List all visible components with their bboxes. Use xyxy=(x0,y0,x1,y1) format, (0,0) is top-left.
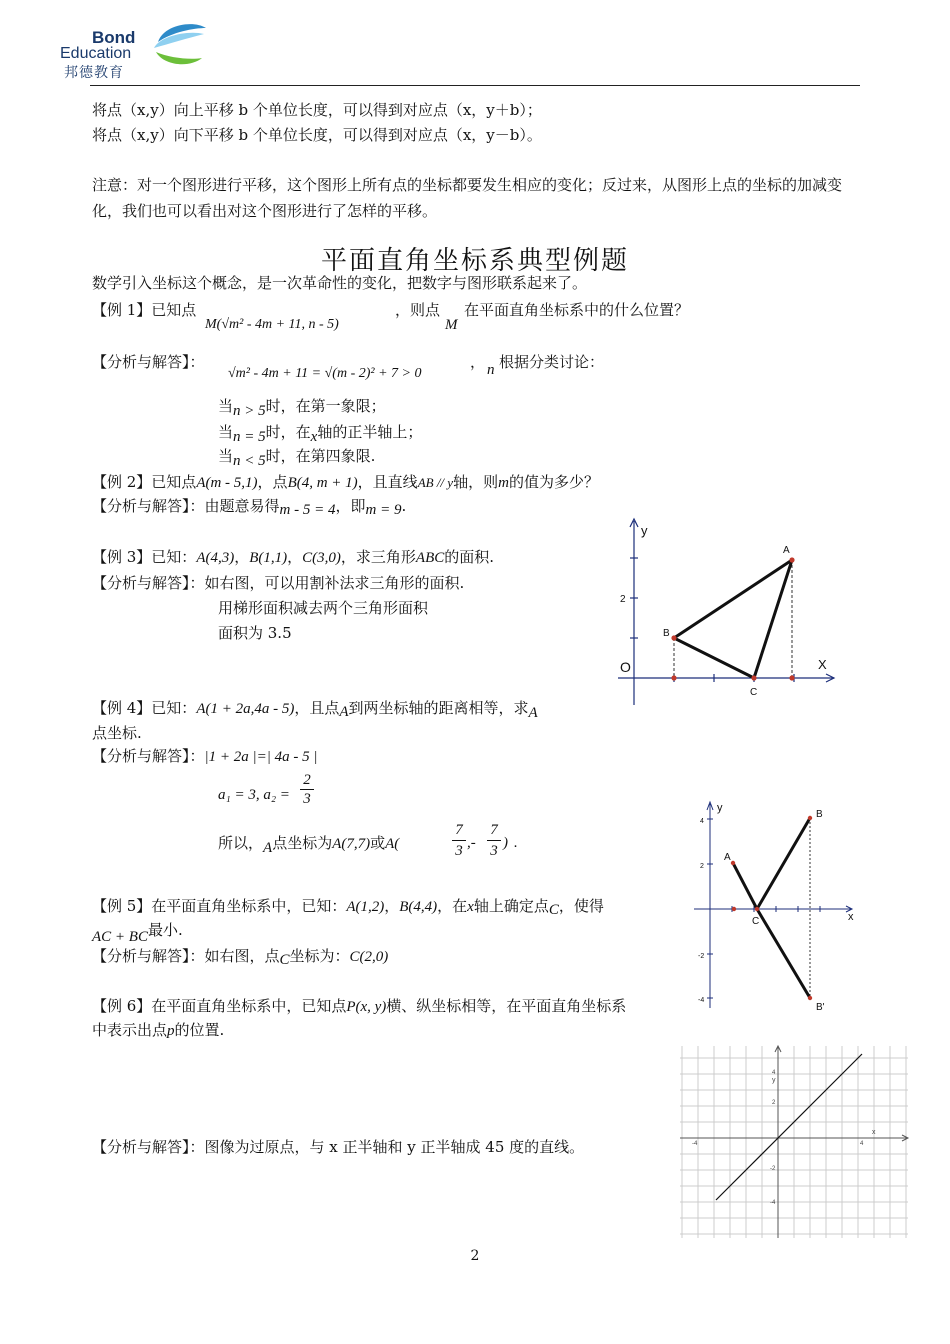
fig2-label-c: C xyxy=(752,916,760,927)
ex1-q-math: M(√m² - 4m + 11, n - 5) xyxy=(205,317,339,332)
logo-line-bond: Bond xyxy=(92,28,136,47)
ex1-answer-n: n xyxy=(487,362,495,378)
fig3-label-x: x xyxy=(872,1129,876,1136)
logo-line-education: Education xyxy=(60,45,132,62)
ex1-case-1: 当n > 5时，在第一象限； xyxy=(218,397,386,419)
ex4-frac-end: ) . xyxy=(503,835,518,851)
ex6-answer: 【分析与解答】：图像为过原点，与 x 正半轴和 y 正半轴成 45 度的直线。 xyxy=(92,1138,585,1156)
ex5-question-1: 【例 5】在平面直角坐标系中，已知：A(1,2)，B(4,4)，在x轴上确定点C，使得 xyxy=(92,897,604,918)
fig3-tick-m2: -2 xyxy=(770,1166,776,1172)
fig3-tick-xm4: -4 xyxy=(692,1141,698,1147)
fig1-label-x: X xyxy=(818,657,827,672)
fig2-label-a: A xyxy=(724,852,731,863)
ex1-answer-suffix: 根据分类讨论： xyxy=(499,353,605,371)
section-title: 平面直角坐标系典型例题 xyxy=(320,246,629,276)
ex1-answer-comma: ， xyxy=(470,353,486,371)
fig2-label-y: y xyxy=(717,802,723,814)
ex4-solution: a₁ = 3, a₂ = xyxy=(218,787,290,803)
fig1-label-b: B xyxy=(663,628,670,639)
ex6-question-1: 【例 6】在平面直角坐标系中，已知点P(x, y)横、纵坐标相等，在平面直角坐标系 xyxy=(92,997,627,1015)
fig3-tick-2: 2 xyxy=(772,1100,776,1106)
ex4-question-2: 点坐标. xyxy=(92,724,142,742)
fig2-label-b: B xyxy=(816,809,823,820)
ex4-question-1: 【例 4】已知：A(1 + 2a,4a - 5)，且点A到两坐标轴的距离相等，求A xyxy=(92,699,538,721)
ex4-answer: 【分析与解答】：|1 + 2a |=| 4a - 5 | xyxy=(92,747,318,765)
fig2-label-x: x xyxy=(848,911,854,923)
fig1-label-a: A xyxy=(783,545,790,556)
header-rule xyxy=(90,85,860,86)
fig3-tick-x4: 4 xyxy=(860,1141,864,1147)
fig3-grid xyxy=(680,1046,908,1238)
intro-line-1: 将点（x,y）向上平移 b 个单位长度，可以得到对应点（x，y＋b）； xyxy=(92,101,542,119)
ex1-q-prefix: 【例 1】已知点 xyxy=(92,301,197,319)
intro-line-2: 将点（x,y）向下平移 b 个单位长度，可以得到对应点（x，y－b）。 xyxy=(92,126,542,144)
ex5-answer: 【分析与解答】：如右图，点C坐标为：C(2,0) xyxy=(92,947,389,968)
ex5-question-2: AC + BC最小. xyxy=(92,921,183,945)
section-lead: 数学引入坐标这个概念，是一次革命性的变化，把数字与图形联系起来了。 xyxy=(92,274,588,292)
ex6-question-2: 中表示出点p的位置. xyxy=(92,1021,225,1039)
ex1-answer-label: 【分析与解答】： xyxy=(92,353,205,371)
fig2-tick-2: 2 xyxy=(700,863,704,870)
fig3-tick-m4: -4 xyxy=(770,1200,776,1206)
fig1-label-o: O xyxy=(620,659,631,675)
fig1-label-y: y xyxy=(641,523,648,538)
ex3-answer-3: 面积为 3.5 xyxy=(218,624,292,642)
ex3-answer-1: 【分析与解答】：如右图，可以用割补法求三角形的面积. xyxy=(92,574,465,592)
fig1-label-c: C xyxy=(750,687,758,698)
figure-reflection xyxy=(690,798,860,1013)
ex4-solution-frac: 2 3 xyxy=(300,771,314,808)
ex4-frac-1: 7 3 xyxy=(452,820,466,861)
figure-line-y-equals-x xyxy=(678,1044,910,1240)
ex2-question: 【例 2】已知点A(m - 5,1)，点B(4, m + 1)，且直线AB // y轴，则m的值为多少？ xyxy=(92,473,599,491)
ex1-q-suffix: 在平面直角坐标系中的什么位置？ xyxy=(464,301,690,319)
fig2-tick-4: 4 xyxy=(700,818,704,825)
ex1-q-M: M xyxy=(445,317,458,333)
ex4-frac-sep: ,- xyxy=(467,835,476,851)
ex4-frac-2: 7 3 xyxy=(487,820,501,861)
fig2-label-bprime: B' xyxy=(816,1002,825,1013)
ex3-answer-2: 用梯形面积减去两个三角形面积 xyxy=(218,599,429,617)
fig2-tick-m4: -4 xyxy=(698,997,705,1004)
logo-leaf-icon xyxy=(150,18,210,70)
fig3-label-y: y xyxy=(772,1077,776,1084)
ex1-case-3: 当n < 5时，在第四象限. xyxy=(218,447,376,469)
ex3-question: 【例 3】已知：A(4,3)，B(1,1)，C(3,0)，求三角形ABC的面积. xyxy=(92,548,495,566)
fig3-tick-4: 4 xyxy=(772,1070,776,1076)
intro-note: 注意：对一个图形进行平移，这个图形上所有点的坐标都要发生相应的变化；反过来，从图形上点的坐标的加减变化，我们也可以看出对这个图形进行了怎样的平移。 xyxy=(92,176,843,220)
ex1-question xyxy=(92,300,196,320)
ex1-q-mid: ，则点 xyxy=(395,301,441,319)
logo-line-chinese: 邦德教育 xyxy=(64,64,124,80)
ex4-result: 所以，A点坐标为A(7,7)或A( xyxy=(218,834,400,856)
ex1-answer-math: √m² - 4m + 11 = √(m - 2)² + 7 > 0 xyxy=(228,366,422,381)
logo xyxy=(58,28,218,84)
fig1-tick-2: 2 xyxy=(620,594,626,605)
figure-triangle-abc xyxy=(610,515,840,710)
fig2-tick-m2: -2 xyxy=(698,953,705,960)
ex2-answer: 【分析与解答】：由题意易得m - 5 = 4，即m = 9. xyxy=(92,497,407,518)
page-number: 2 xyxy=(470,1248,480,1264)
ex1-case-2: 当n = 5时，在x轴的正半轴上； xyxy=(218,423,423,445)
